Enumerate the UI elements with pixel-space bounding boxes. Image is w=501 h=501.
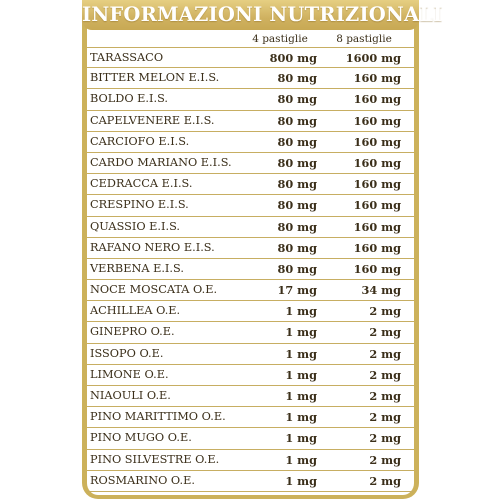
- table-header-banner: [82, 0, 443, 30]
- amount-8-tablets: 2 mg: [369, 410, 401, 425]
- amount-8-tablets: 160 mg: [353, 92, 401, 107]
- amount-4-tablets: 1 mg: [285, 389, 317, 403]
- table-row: [87, 365, 414, 386]
- amount-4-tablets: 800 mg: [269, 51, 317, 65]
- table-row: [87, 238, 414, 259]
- amount-8-tablets: 160 mg: [353, 155, 401, 170]
- ingredient-name: ACHILLEA O.E.: [90, 304, 181, 318]
- table-row: [87, 450, 414, 471]
- ingredient-name: CEDRACCA E.I.S.: [90, 177, 193, 191]
- amount-4-tablets: 1 mg: [285, 431, 317, 446]
- amount-4-tablets: 1 mg: [285, 367, 317, 382]
- amount-4-tablets: 1 mg: [285, 473, 317, 488]
- ingredient-name: QUASSIO E.I.S.: [90, 219, 181, 233]
- ingredient-name: BITTER MELON E.I.S.: [90, 71, 220, 85]
- amount-8-tablets: 160 mg: [353, 198, 401, 213]
- table-row: [87, 174, 414, 195]
- amount-4-tablets: 80 mg: [277, 71, 317, 86]
- table-title: INFORMAZIONI NUTRIZIONALI: [82, 3, 443, 26]
- amount-8-tablets: 2 mg: [369, 325, 401, 340]
- amount-4-tablets: 1 mg: [285, 304, 317, 319]
- amount-4-tablets: 1 mg: [285, 346, 317, 361]
- amount-4-tablets: 80 mg: [277, 219, 317, 234]
- amount-4-tablets: 80 mg: [277, 261, 317, 276]
- amount-8-tablets: 2 mg: [369, 346, 401, 361]
- amount-8-tablets: 2 mg: [369, 431, 401, 446]
- amount-4-tablets: 1 mg: [285, 325, 317, 340]
- amount-4-tablets: 80 mg: [277, 134, 317, 149]
- table-row: [87, 344, 414, 365]
- amount-4-tablets: 80 mg: [277, 177, 317, 192]
- ingredient-name: BOLDO E.I.S.: [90, 92, 169, 106]
- amount-4-tablets: 80 mg: [277, 113, 317, 128]
- table-row: [87, 471, 414, 492]
- ingredient-name: LIMONE O.E.: [90, 367, 169, 381]
- table-row: [87, 407, 414, 428]
- ingredient-table: [87, 47, 414, 492]
- column-header-4-tablets: 4 pastiglie: [252, 33, 308, 45]
- table-row: [87, 89, 414, 110]
- amount-8-tablets: 160 mg: [353, 134, 401, 149]
- table-row: [87, 195, 414, 216]
- amount-4-tablets: 1 mg: [285, 452, 317, 467]
- table-row: [87, 111, 414, 132]
- ingredient-name: ISSOPO O.E.: [90, 346, 164, 360]
- amount-4-tablets: 80 mg: [277, 240, 317, 255]
- ingredient-name: TARASSACO: [90, 51, 164, 64]
- table-row: [87, 132, 414, 153]
- table-row: [87, 68, 414, 89]
- ingredient-name: PINO SILVESTRE O.E.: [90, 452, 220, 466]
- table-row: [87, 259, 414, 280]
- amount-8-tablets: 2 mg: [369, 452, 401, 467]
- amount-8-tablets: 160 mg: [353, 113, 401, 128]
- column-header-8-tablets: 8 pastiglie: [336, 33, 392, 45]
- amount-4-tablets: 80 mg: [277, 155, 317, 170]
- ingredient-name: ROSMARINO O.E.: [90, 473, 195, 487]
- ingredient-name: VERBENA E.I.S.: [90, 261, 184, 275]
- amount-8-tablets: 1600 mg: [345, 51, 401, 65]
- amount-8-tablets: 160 mg: [353, 219, 401, 234]
- amount-8-tablets: 160 mg: [353, 240, 401, 255]
- amount-4-tablets: 1 mg: [285, 410, 317, 425]
- ingredient-name: CRESPINO E.I.S.: [90, 198, 189, 212]
- ingredient-name: PINO MARITTIMO O.E.: [90, 410, 226, 424]
- table-row: [87, 217, 414, 238]
- table-row: [87, 47, 414, 68]
- amount-4-tablets: 17 mg: [277, 283, 317, 298]
- table-row: [87, 153, 414, 174]
- amount-8-tablets: 160 mg: [353, 261, 401, 276]
- amount-8-tablets: 2 mg: [369, 304, 401, 319]
- amount-8-tablets: 34 mg: [361, 283, 401, 298]
- amount-8-tablets: 2 mg: [369, 367, 401, 382]
- ingredient-name: RAFANO NERO E.I.S.: [90, 240, 215, 254]
- table-row: [87, 428, 414, 449]
- table-row: [87, 280, 414, 301]
- amount-8-tablets: 2 mg: [369, 473, 401, 488]
- ingredient-name: GINEPRO O.E.: [90, 325, 175, 339]
- ingredient-name: CAPELVENERE E.I.S.: [90, 113, 215, 127]
- ingredient-name: CARCIOFO E.I.S.: [90, 134, 190, 148]
- amount-8-tablets: 160 mg: [353, 71, 401, 86]
- amount-4-tablets: 80 mg: [277, 92, 317, 107]
- table-row: [87, 386, 414, 407]
- table-row: [87, 301, 414, 322]
- ingredient-name: NIAOULI O.E.: [90, 389, 171, 402]
- ingredient-name: NOCE MOSCATA O.E.: [90, 283, 218, 297]
- ingredient-name: CARDO MARIANO E.I.S.: [90, 155, 232, 169]
- amount-4-tablets: 80 mg: [277, 198, 317, 213]
- amount-8-tablets: 2 mg: [369, 389, 401, 403]
- ingredient-name: PINO MUGO O.E.: [90, 431, 192, 445]
- table-row: [87, 322, 414, 343]
- amount-8-tablets: 160 mg: [353, 177, 401, 192]
